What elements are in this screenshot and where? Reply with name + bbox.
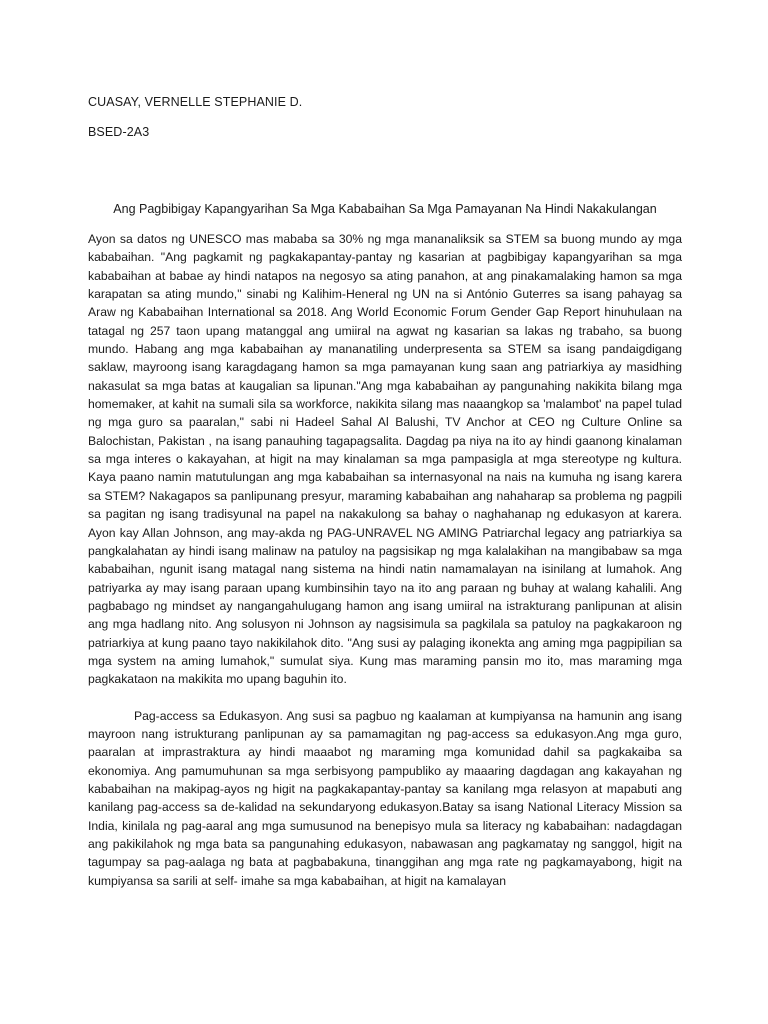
essay-title: Ang Pagbibigay Kapangyarihan Sa Mga Kababaihan Sa Mga Pamayanan Na Hindi Nakakulangan — [113, 202, 657, 216]
body-paragraph: Pag-access sa Edukasyon. Ang susi sa pagbuo ng kaalaman at kumpiyansa na hamunin ang isang mayroon nang istrukturang panlipunan ay sa pamamagitan ng pag-access sa edukasyon.Ang mga guro, paaralan at imprastraktura ay hindi maaabot ng maraming mga komunidad dahil sa pagkakaiba sa ekonomiya. Ang pamumuhunan sa mga serbisyong pampubliko ay maaaring dagdagan ang kakayahan ng kababaihan na makipag-ayos ng higit na pagkakapantay-pantay sa kanilang mga relasyon at mapabuti ang kanilang pag-access sa de-kalidad na sekundaryong edukasyon.Batay sa isang National Literacy Mission sa India, kinilala ng pag-aaral ang mga sumusunod na benepisyo mula sa literacy ng kababaihan: nadagdagan ang pakikilahok ng mga bata sa pangunahing edukasyon, nabawasan ang pagkamatay ng sanggol, higit na tagumpay sa pag-aalaga ng bata at pagbabakuna, tinanggihan ang mga rate ng pagkamayabong, higit na kumpiyansa sa sarili at self- imahe sa mga kababaihan, at higit na kamalayan — [88, 708, 682, 888]
course-section: BSED-2A3 — [88, 125, 150, 139]
author-name: CUASAY, VERNELLE STEPHANIE D. — [88, 95, 303, 109]
body-paragraph: Ayon sa datos ng UNESCO mas mababa sa 30% ng mga mananaliksik sa STEM sa buong mundo ay mga kababaihan. "Ang pagkamit ng pagkakapantay-pantay ng kasarian at pagbibigay kapangyarihan sa mga kababaihan at babae ay hindi natapos na negosyo sa ating panahon, at ang pinakamalaking hamon sa mga karapatan sa ating mundo," sinabi ng Kalihim-Heneral ng UN na si António Guterres sa isang pahayag sa Araw ng Kababaihan International sa 2018. Ang World Economic Forum Gender Gap Report hinuhulaan na tatagal ng 257 taon upang matanggal ang umiiral na agwat ng kasarian sa lakas ng trabaho, sa buong mundo. Habang ang mga kababaihan ay mananatiling underpresenta sa STEM sa isang pandaigdigang saklaw, mayroong isang karagdagang hamon sa mga pamayanan kung saan ang patriarkiya ay masidhing nakasulat sa mga batas at kaugalian sa lipunan."Ang mga kababaihan ay pangunahing nakikita bilang mga homemaker, at kahit na sumali sila sa workforce, nakikita silang mas naaangkop sa 'malambot' na papel tulad ng mga guro sa paaralan," sabi ni Hadeel Sahal Al Balushi, TV Anchor at CEO ng Culture Online sa Balochistan, Pakistan , na isang panauhing tagapagsalita. Dagdag pa niya na ito ay hindi gaanong kinalaman sa mga interes o kakayahan, at higit na may kinalaman sa mga pampasigla at mga stereotype ng kultura. Kaya paano namin matutulungan ang mga kababaihan sa internasyonal na nais na kumuha ng isang karera sa STEM? Nakagapos sa panlipunang presyur, maraming kababaihan ang nahaharap sa problema ng pagpili sa pagitan ng isang tradisyunal na papel na nakakulong sa bahay o naghahanap ng edukasyon at karera. Ayon kay Allan Johnson, ang may-akda ng PAG-UNRAVEL NG AMING Patriarchal legacy ang patriarkiya sa pangkalahatan ay hindi isang malinaw na patuloy na pagsisikap ng mga kalalakihan na mangibabaw sa mga kababaihan, ngunit isang matagal nang sistema na hindi natin namamalayan na isinilang at lumahok. Ang patriyarka ay may isang paraan upang kumbinsihin tayo na ito ang paraan ng buhay at walang kahalili. Ang pagbabago ng mindset ay nangangahulugang hamon ang isang umiiral na istrakturang panlipunan at alisin ang mga hadlang nito. Ang solusyon ni Johnson ay nagsisimula sa pagkilala sa patuloy na pagkakaroon ng patriarkiya at kung paano tayo nakikilahok dito. "Ang susi ay palaging ikonekta ang aming mga pagpipilian sa mga system na aming lumahok," sumulat siya. Kung mas maraming pansin mo ito, mas maraming mga pagkakataon na makikita mo upang baguhin ito. — [88, 232, 682, 687]
